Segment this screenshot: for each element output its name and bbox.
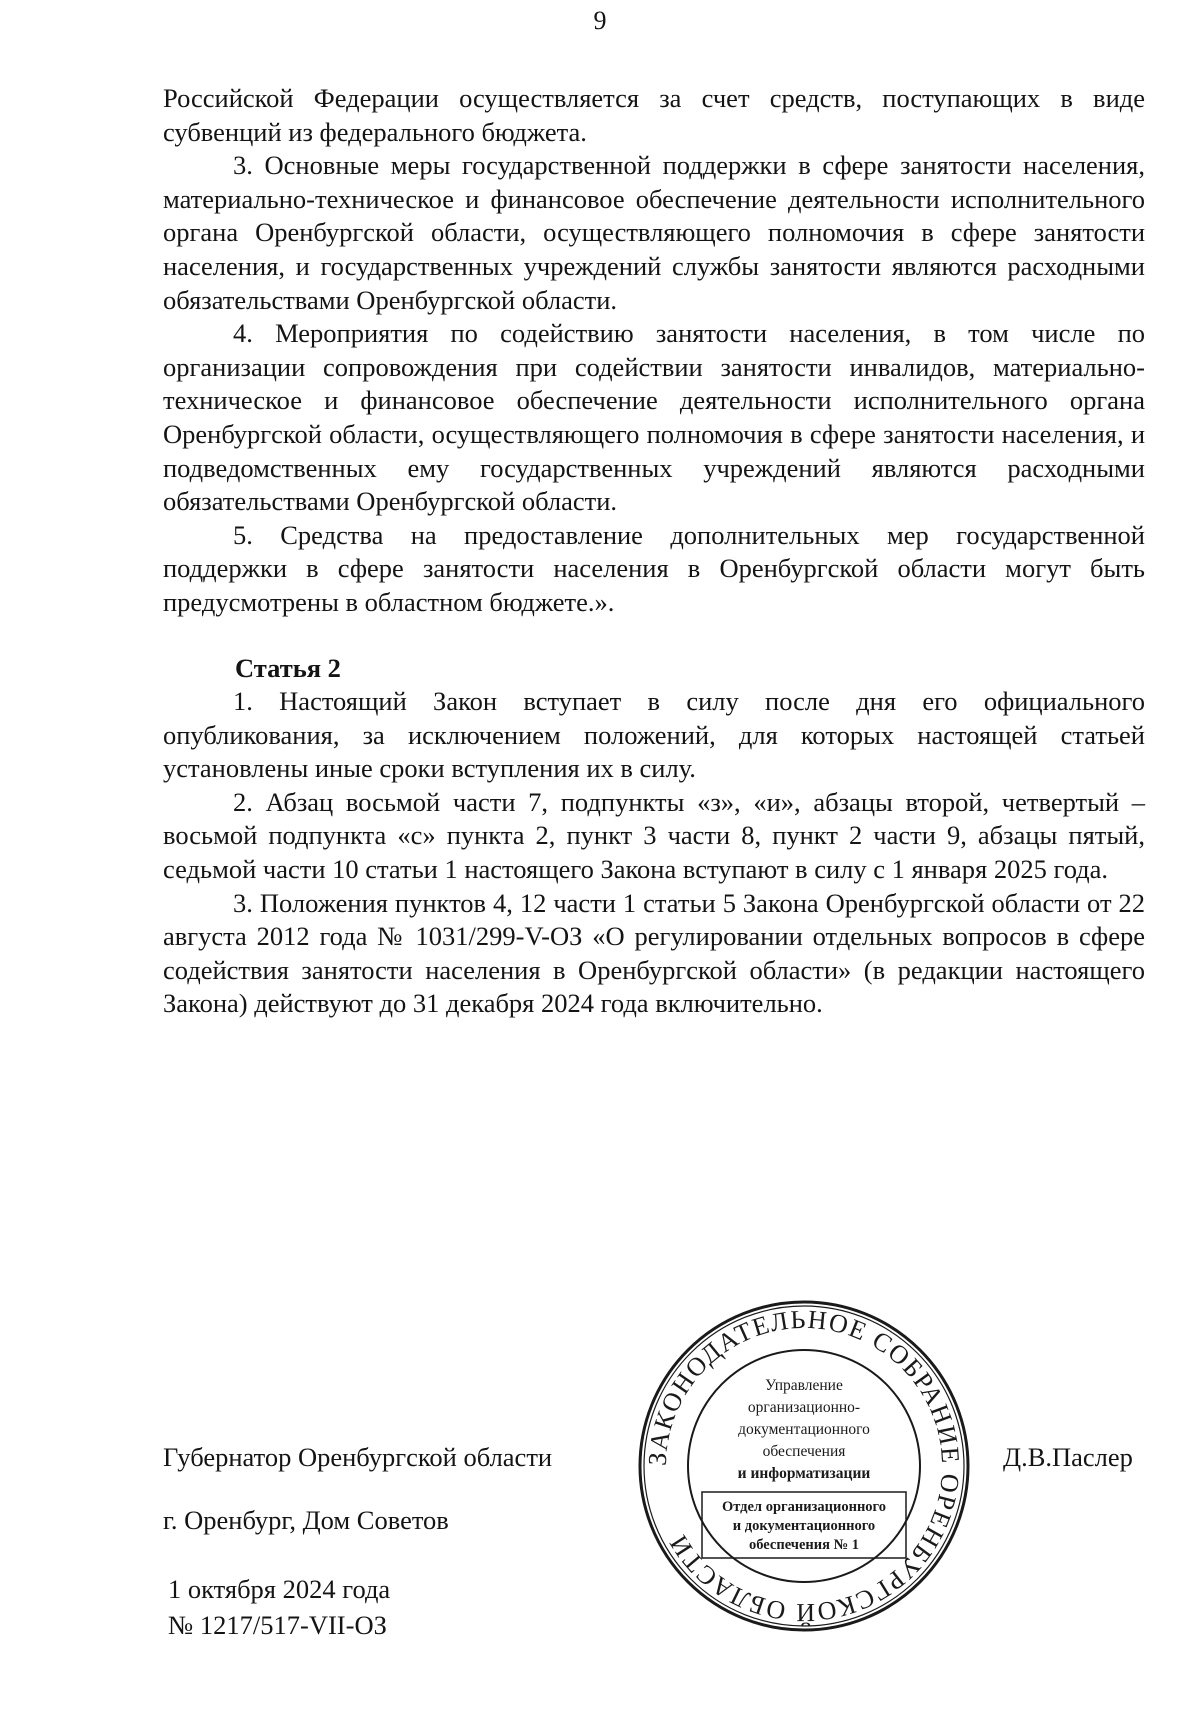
paragraph-item-4: 4. Мероприятия по содействию занятости населения, в том числе по организации сопровождения при содействии занятости инвалидов, материально-техническое и финансовое обеспечение деятельности исполнительного органа Оренбургской области, осуществляющего полномочия в сфере занятости населения, и подведомственных ему государственных учреждений являются расходными обязательствами Оренбургской области.: [163, 318, 1145, 517]
page-number: 9: [593, 6, 607, 35]
paragraph-item-3: 3. Основные меры государственной поддержки в сфере занятости населения, материально-техническое и финансовое обеспечение деятельности исполнительного органа Оренбургской области, осуществляющего полномочия в сфере занятости населения, и государственных учреждений службы занятости являются расходными обязательствами Оренбургской области.: [163, 150, 1145, 315]
seal-dept-3: обеспечения № 1: [748, 1537, 860, 1553]
article-heading: Статья 2: [235, 652, 341, 683]
seal-dept-1: Отдел организационного: [721, 1499, 887, 1515]
paragraph-item-5: 5. Средства на предоставление дополнительных мер государственной поддержки в сфере занятости населения в Оренбургской области могут быть предусмотрены в областном бюджете.».: [163, 519, 1145, 617]
seal-line-4: обеспечения: [762, 1443, 846, 1460]
seal-line-2: организационно-: [747, 1399, 861, 1416]
governor-title: Губернатор Оренбургской области: [163, 1442, 553, 1472]
signing-date: 1 октября 2024 года: [168, 1574, 391, 1604]
seal-dept-2: и документационного: [732, 1518, 876, 1534]
law-number: № 1217/517-VII-ОЗ: [168, 1610, 387, 1640]
seal-line-3: документационного: [738, 1421, 870, 1438]
article2-item-3: 3. Положения пунктов 4, 12 части 1 статьи 5 Закона Оренбургской области от 22 августа 2012 года № 1031/299-V-ОЗ «О регулировании отдельных вопросов в сфере содействия занятости населения в Оренбургской области» (в редакции настоящего Закона) действуют до 31 декабря 2024 года включительно.: [163, 887, 1145, 1019]
paragraph-continuation: Российской Федерации осуществляется за счет средств, поступающих в виде субвенций из федерального бюджета.: [163, 83, 1145, 147]
article2-item-2: 2. Абзац восьмой части 7, подпункты «з», «и», абзацы второй, четвертый – восьмой подпункта «с» пункта 2, пункт 3 части 8, пункт 2 части 9, абзацы пятый, седьмой части 10 статьи 1 настоящего Закона вступают в силу с 1 января 2025 года.: [163, 786, 1145, 885]
signing-place: г. Оренбург, Дом Советов: [163, 1505, 449, 1535]
seal-ring-text: ЗАКОНОДАТЕЛЬНОЕ СОБРАНИЕ ОРЕНБУРГСКОЙ ОБЛАСТИ: [642, 1304, 966, 1628]
seal-line-5: и информатизации: [737, 1465, 871, 1482]
governor-name: Д.В.Паслер: [1003, 1442, 1133, 1472]
document-body: [163, 82, 1145, 1021]
seal-line-1: Управление: [765, 1377, 843, 1394]
article2-item-1: 1. Настоящий Закон вступает в силу после дня его официального опубликования, за исключением положений, для которых настоящей статьей установлены иные сроки вступления их в силу.: [163, 686, 1145, 784]
official-seal-stamp: [636, 1298, 972, 1634]
